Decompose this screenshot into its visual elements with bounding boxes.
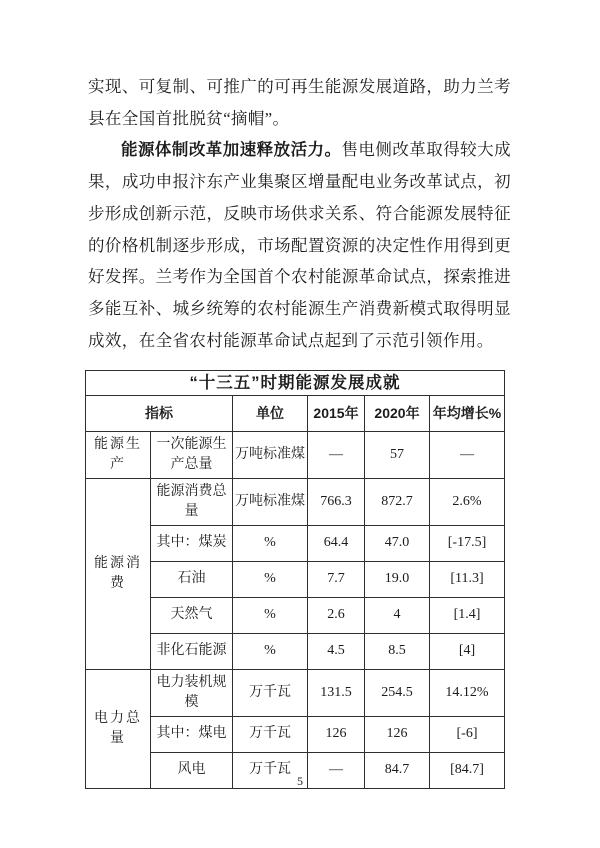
cell-unit: % xyxy=(233,562,308,598)
cell-2015: — xyxy=(308,432,365,479)
category-energy-production: 能源生产 xyxy=(86,432,151,479)
table-row xyxy=(86,479,505,526)
cell-2020: 8.5 xyxy=(365,634,430,670)
cell-2015: 64.4 xyxy=(308,526,365,562)
cell-growth: [-6] xyxy=(430,717,505,753)
cell-growth: [4] xyxy=(430,634,505,670)
cell-2015: 7.7 xyxy=(308,562,365,598)
paragraph-lead-bold: 能源体制改革加速释放活力。 xyxy=(121,140,342,160)
table-title-row xyxy=(86,371,505,396)
cell-growth: 2.6% xyxy=(430,479,505,526)
category-energy-consumption: 能源消费 xyxy=(86,479,151,670)
body-text xyxy=(88,71,511,356)
energy-achievements-table xyxy=(85,370,505,789)
cell-indicator: 风电 xyxy=(151,753,233,789)
cell-2020: 254.5 xyxy=(365,670,430,717)
category-power-total: 电力总量 xyxy=(86,670,151,789)
header-2020: 2020年 xyxy=(365,396,430,432)
cell-unit: 万吨标准煤 xyxy=(233,432,308,479)
cell-indicator: 能源消费总量 xyxy=(151,479,233,526)
cell-2020: 4 xyxy=(365,598,430,634)
cell-2015: 4.5 xyxy=(308,634,365,670)
cell-2015: 2.6 xyxy=(308,598,365,634)
cell-2020: 19.0 xyxy=(365,562,430,598)
cell-2015: 766.3 xyxy=(308,479,365,526)
cell-2020: 57 xyxy=(365,432,430,479)
cell-2020: 126 xyxy=(365,717,430,753)
cell-indicator: 一次能源生产总量 xyxy=(151,432,233,479)
cell-unit: 万千瓦 xyxy=(233,717,308,753)
cell-unit: 万千瓦 xyxy=(233,753,308,789)
table-row xyxy=(86,670,505,717)
cell-growth: [-17.5] xyxy=(430,526,505,562)
cell-growth: — xyxy=(430,432,505,479)
cell-growth: 14.12% xyxy=(430,670,505,717)
cell-indicator: 其中：煤电 xyxy=(151,717,233,753)
cell-indicator: 非化石能源 xyxy=(151,634,233,670)
paragraph-body-text: 售电侧改革取得较大成果，成功申报汴东产业集聚区增量配电业务改革试点，初步形成创新示范，反映市场供求关系、符合能源发展特征的价格机制逐步形成，市场配置资源的决定性作用得到更好发挥。兰考作为全国首个农村能源革命试点，探索推进多能互补、城乡统筹的农村能源生产消费新模式取得明显成效，在全省农村能源革命试点起到了示范引领作用。 xyxy=(88,140,511,350)
cell-indicator: 电力装机规模 xyxy=(151,670,233,717)
cell-growth: [1.4] xyxy=(430,598,505,634)
table-title: “十三五”时期能源发展成就 xyxy=(86,371,505,396)
cell-unit: 万吨标准煤 xyxy=(233,479,308,526)
cell-unit: % xyxy=(233,598,308,634)
cell-2015: — xyxy=(308,753,365,789)
cell-2015: 131.5 xyxy=(308,670,365,717)
header-unit: 单位 xyxy=(233,396,308,432)
paragraph-continuation: 实现、可复制、可推广的可再生能源发展道路，助力兰考县在全国首批脱贫“摘帽”。 xyxy=(88,77,511,128)
cell-unit: % xyxy=(233,634,308,670)
table-header-row xyxy=(86,396,505,432)
cell-growth: [84.7] xyxy=(430,753,505,789)
header-indicator: 指标 xyxy=(86,396,233,432)
header-growth: 年均增长% xyxy=(430,396,505,432)
cell-indicator: 天然气 xyxy=(151,598,233,634)
cell-unit: % xyxy=(233,526,308,562)
header-2015: 2015年 xyxy=(308,396,365,432)
page-number: 5 xyxy=(297,774,303,788)
cell-unit: 万千瓦 xyxy=(233,670,308,717)
paragraph-reform xyxy=(88,134,511,356)
cell-2020: 872.7 xyxy=(365,479,430,526)
cell-indicator: 其中：煤炭 xyxy=(151,526,233,562)
cell-2020: 84.7 xyxy=(365,753,430,789)
cell-2020: 47.0 xyxy=(365,526,430,562)
cell-growth: [11.3] xyxy=(430,562,505,598)
cell-2015: 126 xyxy=(308,717,365,753)
cell-indicator: 石油 xyxy=(151,562,233,598)
table-row xyxy=(86,432,505,479)
